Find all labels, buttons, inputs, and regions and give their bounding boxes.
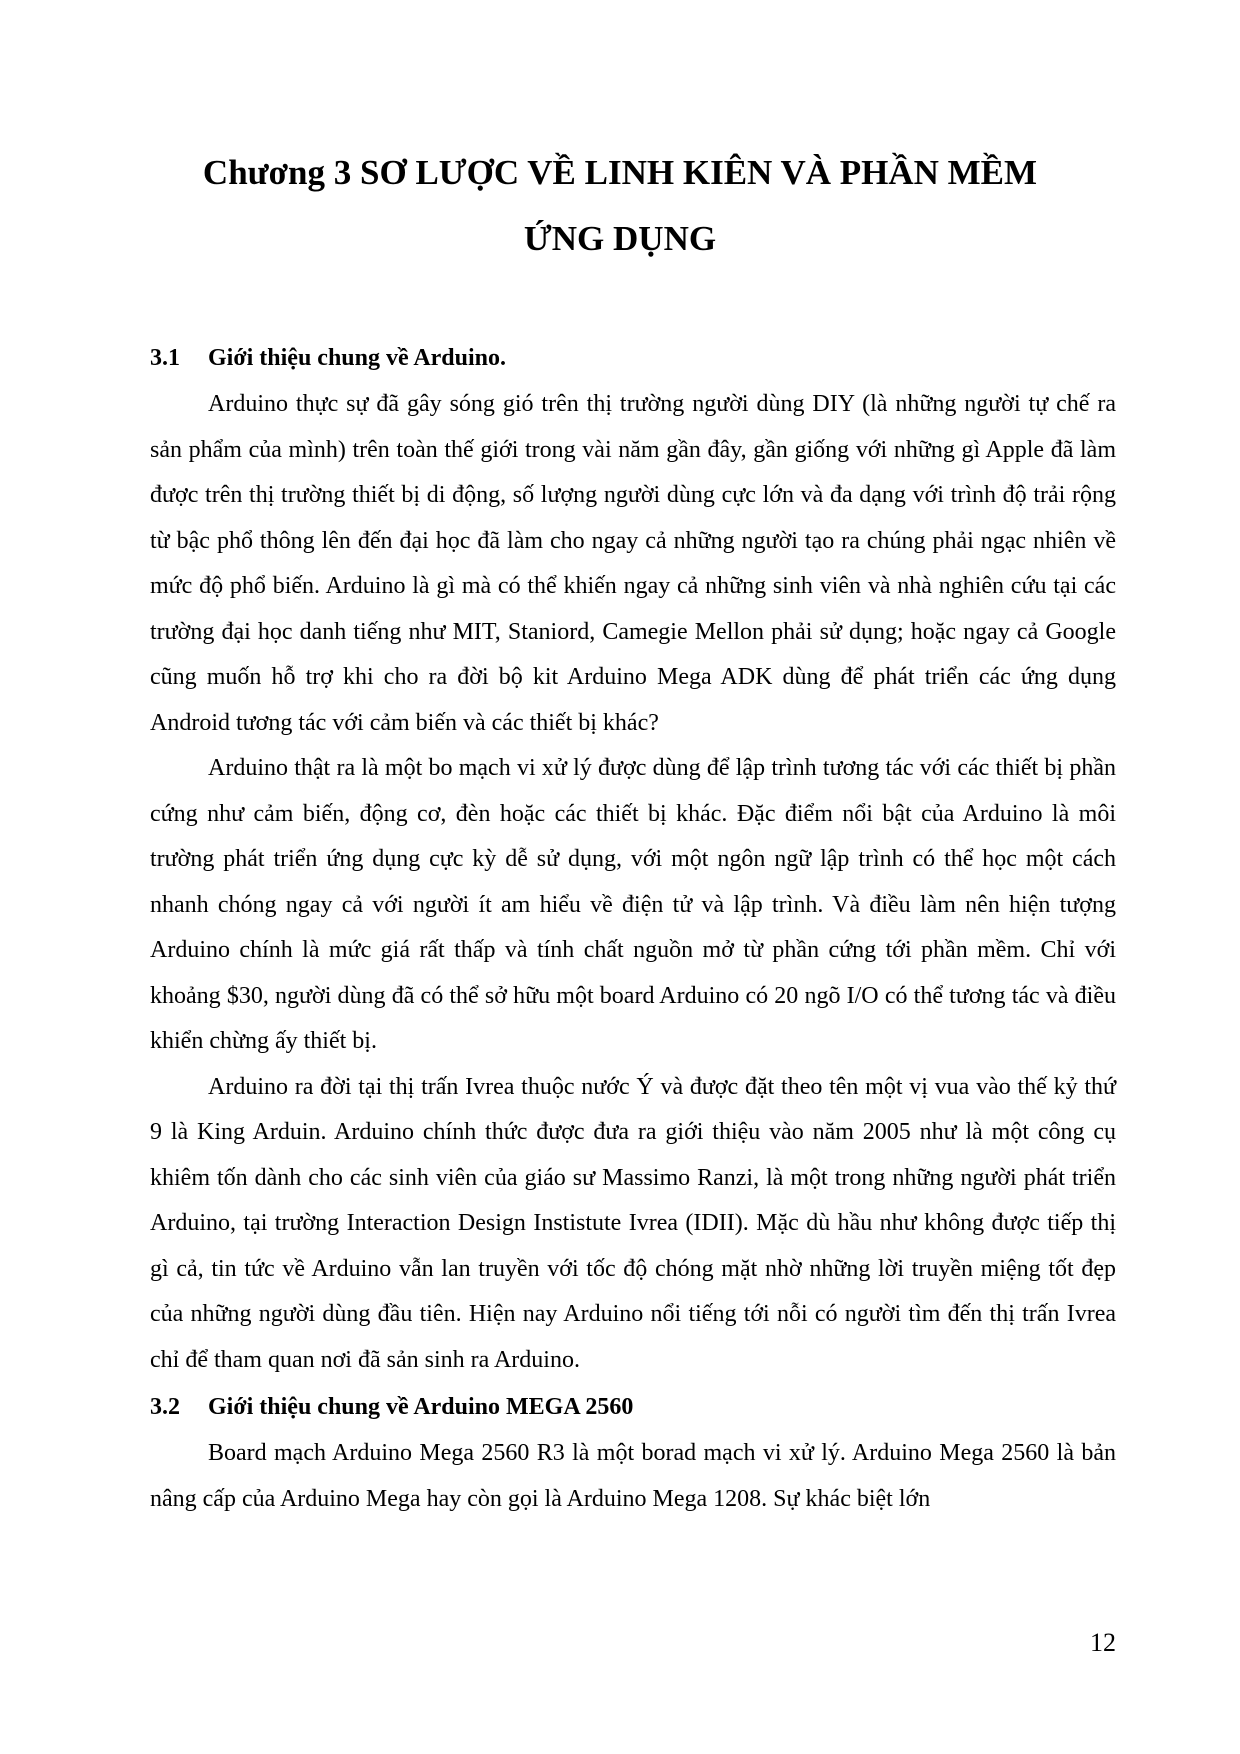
- paragraph: Arduino thật ra là một bo mạch vi xử lý được dùng để lập trình tương tác với các thiết bị phần cứng như cảm biến, động cơ, đèn hoặc các thiết bị khác. Đặc điểm nổi bật của Arduino là môi trường phát triển ứng dụng cực kỳ dễ sử dụng, với một ngôn ngữ lập trình có thể học một cách nhanh chóng ngay cả với người ít am hiểu về điện tử và lập trình. Và điều làm nên hiện tượng Arduino chính là mức giá rất thấp và tính chất nguồn mở từ phần cứng tới phần mềm. Chỉ với khoảng $30, người dùng đã có thể sở hữu một board Arduino có 20 ngõ I/O có thể tương tác và điều khiển chừng ấy thiết bị.: [150, 755, 1116, 1054]
- page-number: 12: [1090, 1628, 1116, 1657]
- body-content: [150, 334, 1116, 1522]
- chapter-title-line-1: Chương 3 SƠ LƯỢC VỀ LINH KIÊN VÀ PHẦN MỀM: [202, 153, 1038, 192]
- section-heading-3-1: [150, 334, 1116, 382]
- chapter-title: [150, 140, 1090, 272]
- section-title: Giới thiệu chung về Arduino MEGA 2560: [208, 1394, 634, 1420]
- chapter-title-line-2: ỨNG DỤNG: [523, 219, 717, 258]
- paragraph: Arduino thực sự đã gây sóng gió trên thị trường người dùng DIY (là những người tự chế ra sản phẩm của mình) trên toàn thế giới trong vài năm gần đây, gần giống với những gì Apple đã làm được trên thị trường thiết bị di động, số lượng người dùng cực lớn và đa dạng với trình độ trải rộng từ bậc phổ thông lên đến đại học đã làm cho ngay cả những người tạo ra chúng phải ngạc nhiên về mức độ phổ biến. Arduino là gì mà có thể khiến ngay cả những sinh viên và nhà nghiên cứu tại các trường đại học danh tiếng như MIT, Staniord, Camegie Mellon phải sử dụng; hoặc ngay cả Google cũng muốn hỗ trợ khi cho ra đời bộ kit Arduino Mega ADK dùng để phát triển các ứng dụng Android tương tác với cảm biến và các thiết bị khác?: [150, 391, 1116, 736]
- section-heading-3-2: [150, 1383, 1116, 1431]
- paragraph: Board mạch Arduino Mega 2560 R3 là một borad mạch vi xử lý. Arduino Mega 2560 là bản nâng cấp của Arduino Mega hay còn gọi là Arduino Mega 1208. Sự khác biệt lớn: [150, 1440, 1116, 1512]
- section-title: Giới thiệu chung về Arduino.: [208, 345, 507, 371]
- section-number: 3.1: [150, 345, 180, 371]
- paragraph: Arduino ra đời tại thị trấn Ivrea thuộc nước Ý và được đặt theo tên một vị vua vào thế kỷ thứ 9 là King Arduin. Arduino chính thức được đưa ra giới thiệu vào năm 2005 như là một công cụ khiêm tốn dành cho các sinh viên của giáo sư Massimo Ranzi, là một trong những người phát triển Arduino, tại trường Interaction Design Instistute Ivrea (IDII). Mặc dù hầu như không được tiếp thị gì cả, tin tức về Arduino vẫn lan truyền với tốc độ chóng mặt nhờ những lời truyền miệng tốt đẹp của những người dùng đầu tiên. Hiện nay Arduino nổi tiếng tới nỗi có người tìm đến thị trấn Ivrea chỉ để tham quan nơi đã sản sinh ra Arduino.: [150, 1073, 1116, 1373]
- section-number: 3.2: [150, 1394, 180, 1420]
